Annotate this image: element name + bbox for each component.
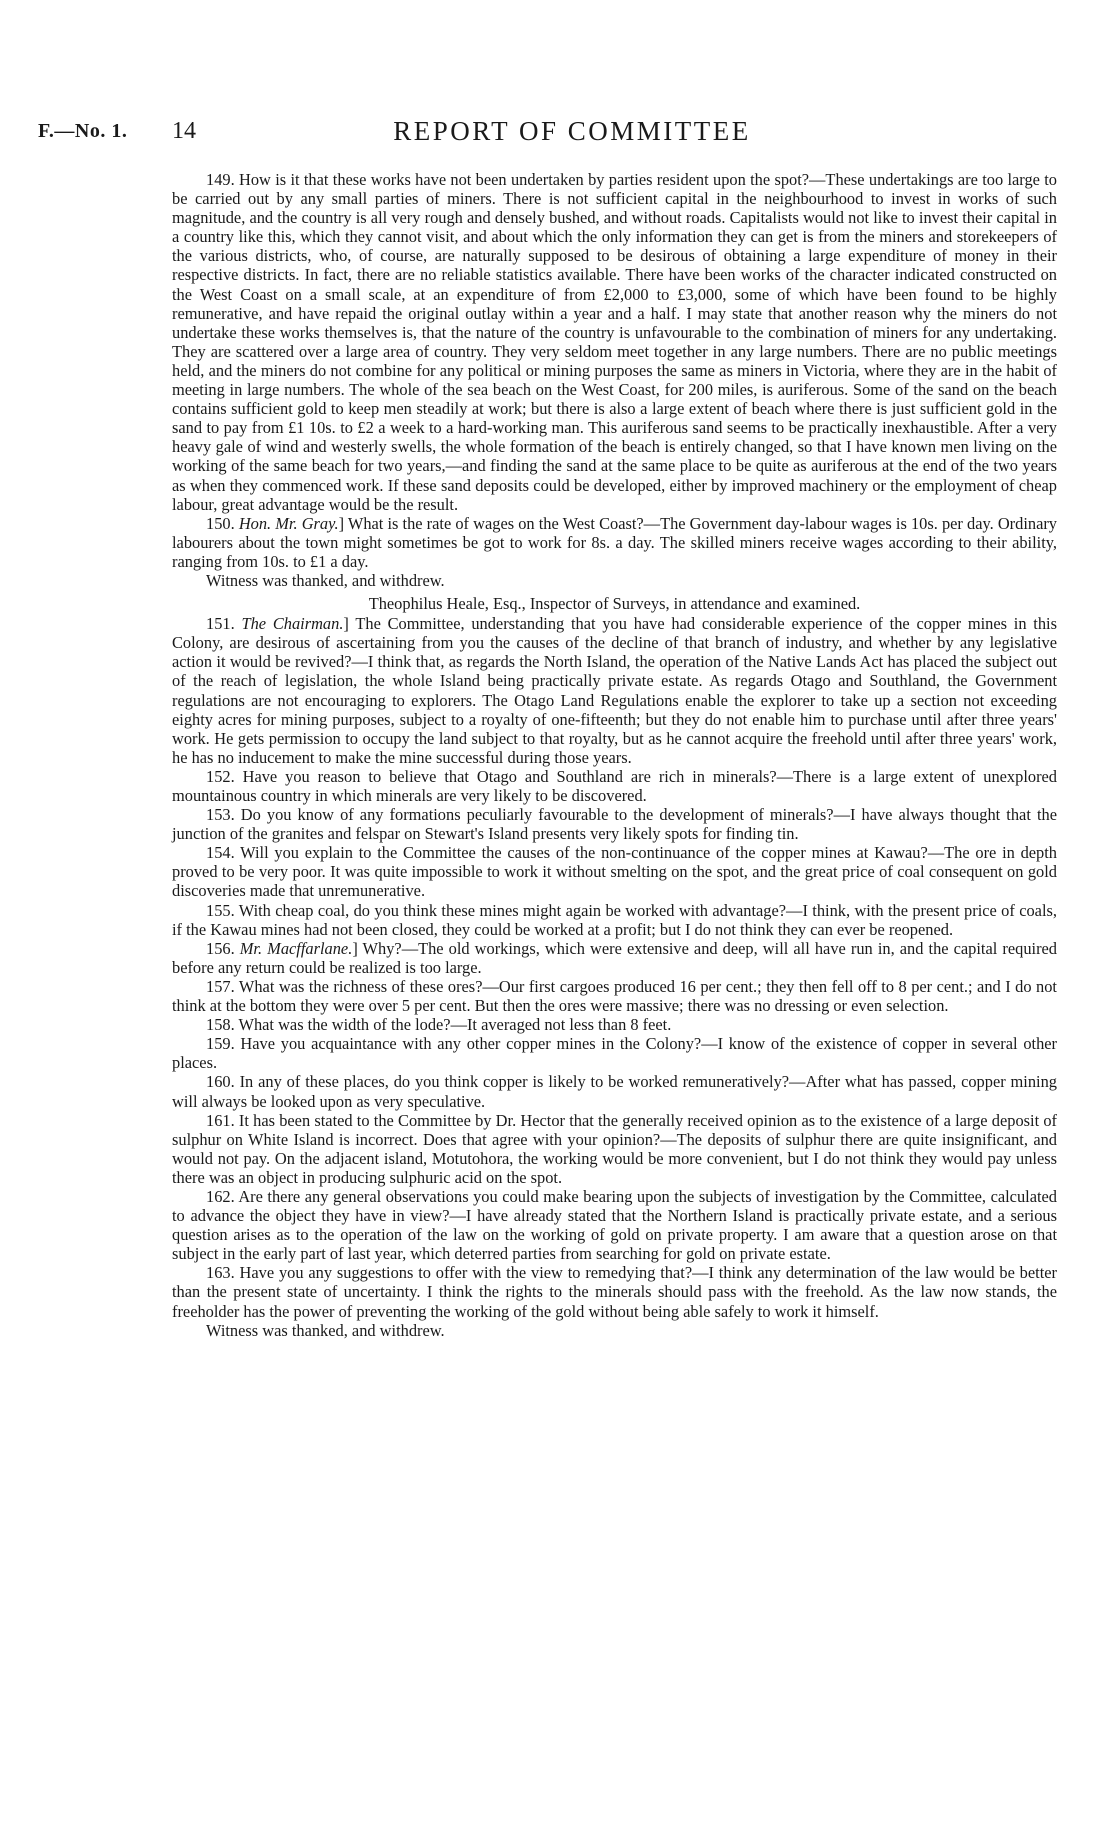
paragraph-160: 160. In any of these places, do you think copper is likely to be worked remuneratively?—After what has passed, copper mining will always be looked upon as very speculative. bbox=[172, 1072, 1057, 1111]
paragraph-159: 159. Have you acquaintance with any other copper mines in the Colony?—I know of the existence of copper in several other places. bbox=[172, 1034, 1057, 1073]
paragraph-157: 157. What was the richness of these ores?—Our first cargoes produced 16 per cent.; they then fell off to 8 per cent.; and I do not think at the bottom they were over 5 per cent. But then the ores were massive; there was no dressing or even selection. bbox=[172, 976, 1057, 1016]
witness-heading: Theophilus Heale, Esq., Inspector of Surveys, in attendance and examined. bbox=[368, 594, 861, 614]
witness-withdrew-note: Witness was thanked, and withdrew. bbox=[206, 570, 445, 590]
paragraph-152: 152. Have you reason to believe that Otago and Southland are rich in minerals?—There is a large extent of unexplored mountainous country in which minerals are very likely to be discovered. bbox=[172, 766, 1057, 805]
paragraph-155: 155. With cheap coal, do you think these mines might again be worked with advantage?—I think, with the present price of coals, if the Kawau mines had not been closed, they could be worked at a profit; but I do not think they can ever be reopened. bbox=[172, 900, 1057, 939]
paragraph-154: 154. Will you explain to the Committee the causes of the non-continuance of the copper mines at Kawau?—The ore in depth proved to be very poor. It was quite impossible to work it without smelting on the spot, and the great price of coal consequent on gold discoveries made that unremunerative. bbox=[172, 843, 1057, 901]
page-number: 14 bbox=[172, 118, 196, 144]
page-header bbox=[0, 118, 1114, 152]
paragraph-153: 153. Do you know of any formations peculiarly favourable to the development of minerals?—I have always thought that the junction of the granites and felspar on Stewart's Island presents very likely spots for finding tin. bbox=[172, 805, 1057, 844]
paragraph-149: 149. How is it that these works have not been undertaken by parties resident upon the spot?—These undertakings are too large to be carried out by any small parties of miners. There is not sufficient capital in the neighbourhood to invest in works of such magnitude, and the country is all very rough and densely bushed, and without roads. Capitalists would not like to invest their capital in a country like this, which they cannot visit, and about which the only information they can get is from the miners and storekeepers of the various districts, who, of course, are naturally supposed to be desirous of obtaining a large expenditure of money in their respective districts. In fact, there are no reliable statistics available. There have been works of the character indicated constructed on the West Coast on a small scale, at an expenditure of from £2,000 to £3,000, some of which have been found to be highly remunerative, and have repaid the original outlay within a year and a half. I may state that another reason why the miners do not undertake these works themselves is, that the nature of the country is unfavourable to the combination of miners for any undertaking. They are scattered over a large area of country. They very seldom meet together in any large numbers. There are no public meetings held, and the miners do not combine for any political or mining purposes the same as miners in Victoria, where they are in the habit of meeting in large numbers. The whole of the sea beach on the West Coast, for 200 miles, is auriferous. Some of the sand on the beach contains sufficient gold to keep men steadily at work; but there is also a large extent of beach where there is just sufficient gold in the sand to pay from £1 10s. to £2 a week to a hard-working man. This auriferous sand seems to be practically inexhaustible. After a very heavy gale of wind and westerly swells, the whole formation of the beach is entirely changed, so that I have known men living on the working of the same beach for two years,—and finding the sand at the same place to be quite as auriferous at the end of the two years as when they commenced work. If these sand deposits could be developed, either by improved machinery or the employment of cheap labour, great advantage would be the result. bbox=[172, 170, 1057, 514]
paragraph-163: 163. Have you any suggestions to offer with the view to remedying that?—I think any determination of the law would be better than the present state of uncertainty. I think the rights to the minerals should pass with the freehold. As the law now stands, the freeholder has the power of preventing the working of the gold without being able safely to work it himself. bbox=[172, 1263, 1057, 1321]
paragraph-156: 156. Mr. Macffarlane.] Why?—The old workings, which were extensive and deep, will all have run in, and the capital required before any return could be realized is too large. bbox=[172, 938, 1057, 977]
witness-withdrew-note: Witness was thanked, and withdrew. bbox=[206, 1320, 445, 1340]
paragraph-162: 162. Are there any general observations you could make bearing upon the subjects of investigation by the Committee, calculated to advance the object they have in view?—I have already stated that the Northern Island is practically private estate, and a serious question arises as to the operation of the law on the working of gold on private property. I am aware that a question arose on that subject in the early part of last year, which deterred parties from searching for gold on private estate. bbox=[172, 1186, 1057, 1264]
page-title: REPORT OF COMMITTEE bbox=[393, 116, 751, 146]
body-text bbox=[172, 170, 1057, 1340]
series-number: F.—No. 1. bbox=[38, 120, 128, 142]
paragraph-150: 150. Hon. Mr. Gray.] What is the rate of wages on the West Coast?—The Government day-labour wages is 10s. per day. Ordinary labourers about the town might sometimes be got to work for 8s. a day. The skilled miners receive wages according to their ability, ranging from 10s. to £1 a day. bbox=[172, 513, 1057, 571]
paragraph-161: 161. It has been stated to the Committee by Dr. Hector that the generally received opinion as to the existence of a large deposit of sulphur on White Island is incorrect. Does that agree with your opinion?—The deposits of sulphur there are quite insignificant, and would not pay. On the adjacent island, Motutohora, the working would be more convenient, but I do not think they would pay unless there was an object in producing sulphuric acid on the spot. bbox=[172, 1110, 1057, 1187]
paragraph-158: 158. What was the width of the lode?—It averaged not less than 8 feet. bbox=[206, 1015, 672, 1035]
paragraph-151: 151. The Chairman.] The Committee, understanding that you have had considerable experience of the copper mines in this Colony, are desirous of ascertaining from you the causes of the decline of that branch of industry, and whether by any legislative action it would be revived?—I think that, as regards the North Island, the operation of the Native Lands Act has placed the subject out of the reach of legislation, the whole Island being practically private estate. As regards Otago and Southland, the Government regulations are not encouraging to explorers. The Otago Land Regulations enable the explorer to take up a section not exceeding eighty acres for mining purposes, subject to a royalty of one-fifteenth; but they do not enable him to purchase until after three years' work. He gets permission to occupy the land subject to that royalty, but as he cannot acquire the freehold until after three years' work, he has no inducement to make the mine successful during those years. bbox=[172, 614, 1057, 767]
